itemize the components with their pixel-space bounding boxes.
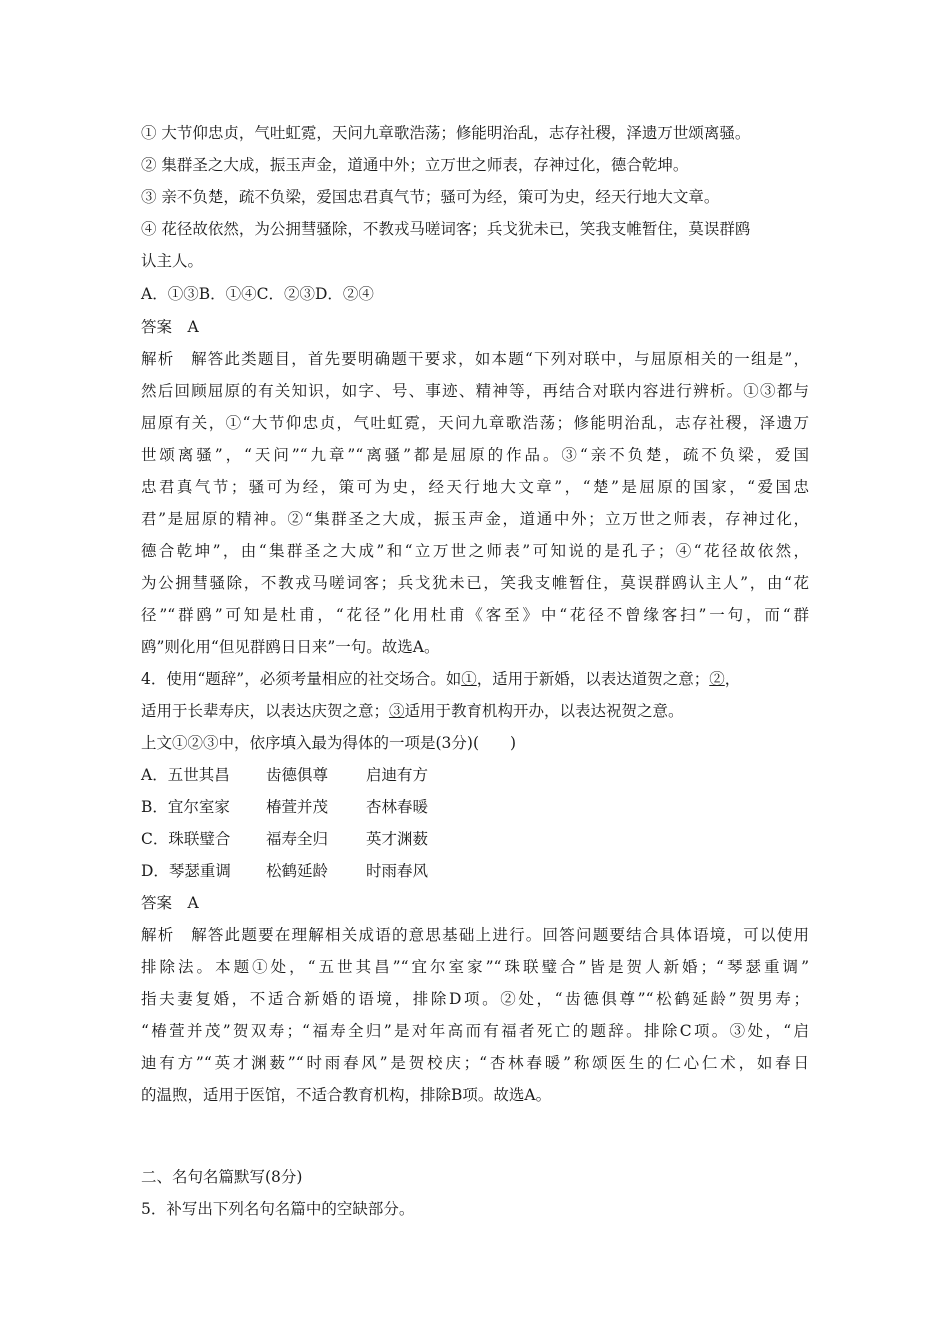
option-cell: 松鹤延龄 <box>266 862 329 880</box>
section-2-title: 二、名句名篇默写(8分) <box>141 1168 303 1186</box>
blank-marker-1: ① <box>461 670 477 688</box>
q3-analysis-line: 世颂离骚”，“天问”“九章”“离骚”都是屈原的作品。③“亲不负楚，疏不负梁，爱国 <box>141 446 809 464</box>
q3-answer: 答案 A <box>141 318 199 336</box>
option-cell: 英才渊薮 <box>366 830 429 848</box>
q4-prompt-text: 4．使用“题辞”，必须考量相应的社交场合。如 <box>141 670 462 688</box>
q4-prompt-text: 适用于长辈寿庆，以表达庆贺之意； <box>141 702 390 720</box>
q4-option-d <box>141 860 428 882</box>
q4-prompt-text: 适用于教育机构开办，以表达祝贺之意。 <box>404 702 684 720</box>
option-cell: 齿德俱尊 <box>266 766 329 784</box>
q3-option-2: ② 集群圣之大成，振玉声金，道通中外；立万世之师表，存神过化，德合乾坤。 <box>141 156 689 174</box>
option-cell: 椿萱并茂 <box>266 798 329 816</box>
q4-option-b <box>141 796 428 818</box>
q3-option-1: ① 大节仰忠贞，气吐虹霓，天问九章歌浩荡；修能明治乱，志存社稷，泽遗万世颂离骚。 <box>141 124 751 142</box>
option-cell: C．珠联璧合 <box>141 830 231 848</box>
option-cell: B．宜尔室家 <box>141 798 230 816</box>
q3-option-4: ④ 花径故依然，为公拥彗骚除，不教戎马嗟词客；兵戈犹未已，笑我支帷暂住，莫误群鸥 <box>141 220 751 238</box>
q4-prompt-line-2 <box>141 700 684 722</box>
q4-answer: 答案 A <box>141 894 199 912</box>
q4-analysis-line: 解析 解答此题要在理解相关成语的意思基础上进行。回答问题要结合具体语境，可以使用 <box>141 926 809 944</box>
q3-option-3: ③ 亲不负楚，疏不负梁，爱国忠君真气节；骚可为经，策可为史，经天行地大文章。 <box>141 188 720 206</box>
q4-analysis-line: 指夫妻复婚，不适合新婚的语境，排除D项。②处，“齿德俱尊”“松鹤延龄”贺男寿； <box>141 990 809 1008</box>
q3-analysis-line: 屈原有关，①“大节仰忠贞，气吐虹霓，天问九章歌浩荡；修能明治乱，志存社稷，泽遗万 <box>141 414 809 432</box>
q4-analysis-line: 迪有方”“英才渊薮”“时雨春风”是贺校庆；“杏林春暖”称颂医生的仁心仁术，如春日 <box>141 1054 809 1072</box>
q3-analysis-line: 然后回顾屈原的有关知识，如字、号、事迹、精神等，再结合对联内容进行辨析。①③都与 <box>141 382 809 400</box>
q4-prompt-text: ，适用于新婚，以表达道贺之意； <box>476 670 710 688</box>
q4-prompt-line-1 <box>141 668 740 690</box>
q3-analysis-line: 为公拥彗骚除，不教戎马嗟词客；兵戈犹未已，笑我支帷暂住，莫误群鸥认主人”，由“花 <box>141 574 809 592</box>
option-cell: 启迪有方 <box>366 766 429 784</box>
q3-analysis-line: 鸥”则化用“但见群鸥日日来”一句。故选A。 <box>141 638 440 656</box>
q4-prompt-text: ， <box>724 670 741 688</box>
q4-option-a <box>141 764 428 786</box>
blank-marker-2: ② <box>709 670 725 688</box>
q3-choices: A．①③B．①④C．②③D．②④ <box>141 285 374 303</box>
option-cell: A．五世其昌 <box>141 766 230 784</box>
q3-analysis-line: 解析 解答此类题目，首先要明确题干要求，如本题“下列对联中，与屈原相关的一组是”， <box>141 350 809 368</box>
blank-marker-3: ③ <box>389 702 405 720</box>
q3-analysis-line: 君”是屈原的精神。②“集群圣之大成，振玉声金，道通中外；立万世之师表，存神过化， <box>141 510 809 528</box>
q3-analysis-line: 德合乾坤”，由“集群圣之大成”和“立万世之师表”可知说的是孔子；④“花径故依然， <box>141 542 809 560</box>
option-cell: 福寿全归 <box>266 830 329 848</box>
q4-option-c <box>141 828 428 850</box>
q3-analysis-line: 径”“群鸥”可知是杜甫，“花径”化用杜甫《客至》中“花径不曾缘客扫”一句，而“群 <box>141 606 809 624</box>
q4-stem: 上文①②③中，依序填入最为得体的一项是(3分)( ) <box>141 734 517 752</box>
option-cell: 时雨春风 <box>366 862 429 880</box>
q3-analysis-line: 忠君真气节；骚可为经，策可为史，经天行地大文章”，“楚”是屈原的国家，“爱国忠 <box>141 478 809 496</box>
q4-analysis-line: 排除法。本题①处，“五世其昌”“宜尔室家”“珠联璧合”皆是贺人新婚；“琴瑟重调” <box>141 958 809 976</box>
q3-option-4-cont: 认主人。 <box>141 252 204 270</box>
q5-stem: 5．补写出下列名句名篇中的空缺部分。 <box>141 1200 415 1218</box>
option-cell: 杏林春暖 <box>366 798 429 816</box>
q4-analysis-line: 的温煦，适用于医馆，不适合教育机构，排除B项。故选A。 <box>141 1086 552 1104</box>
option-cell: D．琴瑟重调 <box>141 862 231 880</box>
q4-analysis-line: “椿萱并茂”贺双寿；“福寿全归”是对年高而有福者死亡的题辞。排除C项。③处，“启 <box>141 1022 809 1040</box>
